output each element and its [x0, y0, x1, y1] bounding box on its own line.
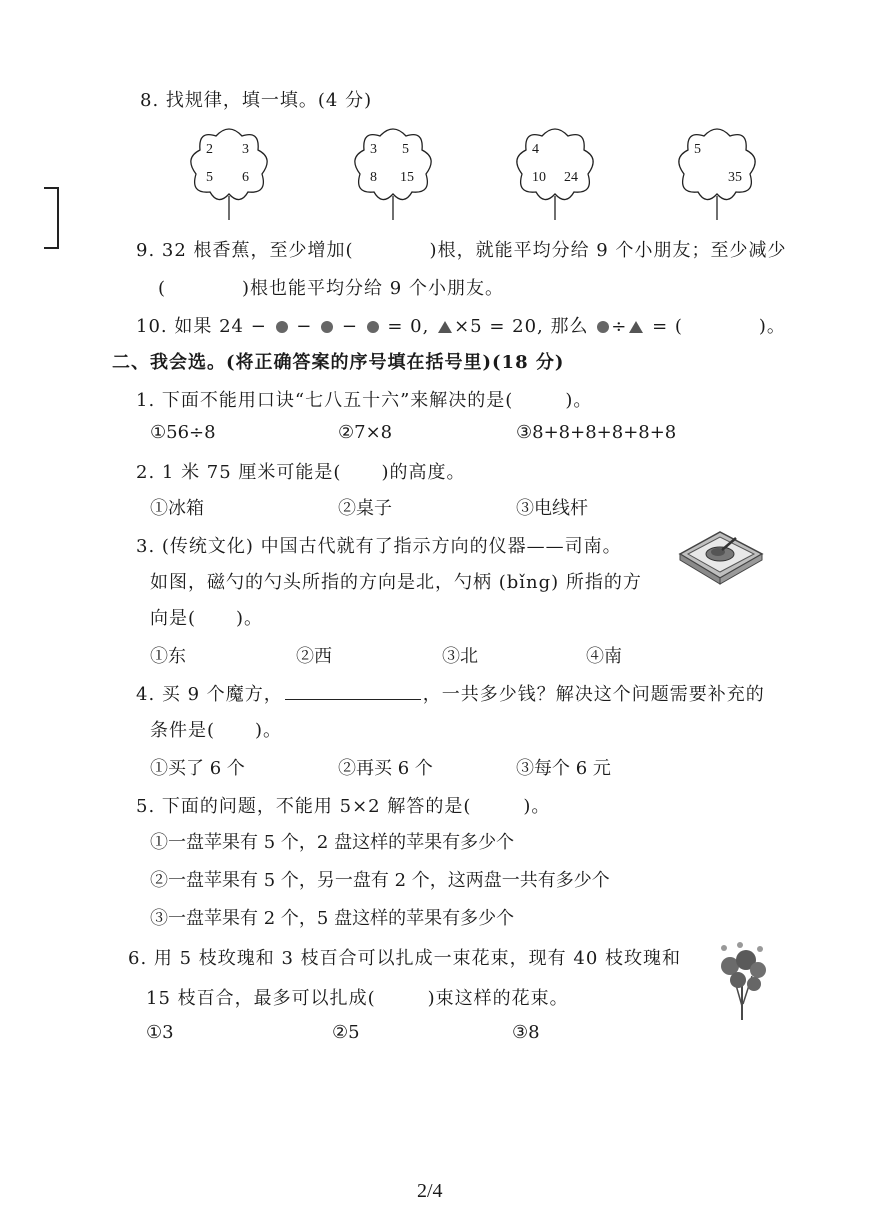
option[interactable]: ①东 [150, 646, 186, 667]
flower-num: 8 [370, 170, 377, 185]
flower-num: 15 [400, 170, 414, 185]
flower-outline [186, 122, 272, 222]
option[interactable]: ①3 [146, 1022, 174, 1043]
option[interactable]: ③电线杆 [516, 498, 588, 519]
s5-stem [136, 792, 550, 818]
s3-line3 [150, 604, 263, 630]
q9-text: )根也能平均分给 9 个小朋友。 [242, 278, 504, 299]
s6-text: )束这样的花束。 [427, 988, 569, 1009]
section-title: 二、我会选。(将正确答案的序号填在括号里)(18 分) [112, 352, 565, 373]
option[interactable]: ③北 [442, 646, 478, 667]
flower-num: 6 [242, 170, 249, 185]
flower-3 [512, 122, 598, 222]
option[interactable]: ①买了 6 个 [150, 758, 245, 779]
flower-1 [186, 122, 272, 222]
s1-stem-text: 1. 下面不能用口诀“七八五十六”来解决的是( [136, 390, 514, 411]
q10-text: = ( [652, 316, 683, 337]
option[interactable]: ①一盘苹果有 5 个，2 盘这样的苹果有多少个 [150, 832, 515, 853]
circle-icon [321, 321, 333, 333]
option[interactable]: ②桌子 [338, 498, 392, 519]
page-number: 2/4 [417, 1180, 443, 1202]
s5-stem-text: )。 [523, 796, 551, 817]
flower-4 [674, 122, 760, 222]
s1-stem [136, 386, 592, 412]
flower-num: 24 [564, 170, 578, 185]
option[interactable]: ②5 [332, 1022, 360, 1043]
q10-line [136, 312, 786, 338]
s4-text: 条件是( [150, 720, 216, 741]
s3-line1: 3. (传统文化) 中国古代就有了指示方向的仪器——司南。 [136, 536, 622, 557]
s4-text: ，一共多少钱？解决这个问题需要补充的 [422, 684, 765, 705]
circle-icon [276, 321, 288, 333]
option[interactable]: ③每个 6 元 [516, 758, 611, 779]
s5-stem-text: 5. 下面的问题，不能用 5×2 解答的是( [136, 796, 472, 817]
triangle-icon [629, 321, 643, 333]
q10-text: ×5 = 20, 那么 [454, 316, 589, 337]
flower-outline [350, 122, 436, 222]
s3-text: )。 [236, 608, 264, 629]
flower-outline [512, 122, 598, 222]
q9-text: 9. 32 根香蕉，至少增加( [136, 240, 354, 261]
flower-num: 3 [370, 142, 377, 157]
option[interactable]: ④南 [586, 646, 622, 667]
q10-text: )。 [758, 316, 786, 337]
option[interactable]: ②再买 6 个 [338, 758, 433, 779]
q9-line2 [158, 274, 504, 300]
s6-line1: 6. 用 5 枝玫瑰和 3 枝百合可以扎成一束花束，现有 40 枝玫瑰和 [128, 948, 682, 969]
q10-text: = 0, [387, 316, 430, 337]
flower-num: 2 [206, 142, 213, 157]
s2-stem [136, 458, 465, 484]
s4-line1 [136, 680, 765, 706]
sinan-compass-image [674, 524, 766, 586]
s4-text: 4. 买 9 个魔方， [136, 684, 283, 705]
flower-bouquet-image [712, 940, 772, 1022]
circle-icon [367, 321, 379, 333]
s4-line2 [150, 716, 282, 742]
option[interactable]: ①冰箱 [150, 498, 204, 519]
q10-text: − [341, 316, 358, 337]
option[interactable]: ③8 [512, 1022, 540, 1043]
circle-icon [597, 321, 609, 333]
q10-text: − [296, 316, 313, 337]
option[interactable]: ②一盘苹果有 5 个，另一盘有 2 个，这两盘一共有多少个 [150, 870, 610, 891]
binding-bracket [40, 186, 64, 250]
flower-2 [350, 122, 436, 222]
flower-num: 5 [206, 170, 213, 185]
q10-text: 10. 如果 24 − [136, 316, 267, 337]
q9-line1 [136, 236, 786, 262]
option[interactable]: ②西 [296, 646, 332, 667]
flower-num: 10 [532, 170, 546, 185]
option[interactable]: ③一盘苹果有 2 个，5 盘这样的苹果有多少个 [150, 908, 515, 929]
s6-text: 15 枝百合，最多可以扎成( [146, 988, 376, 1009]
flower-num: 5 [694, 142, 701, 157]
flower-num: 5 [402, 142, 409, 157]
s6-line2 [146, 984, 569, 1010]
option[interactable]: ①56÷8 [150, 422, 216, 443]
fill-in-underline[interactable] [285, 683, 421, 700]
flower-num: 4 [532, 142, 539, 157]
s3-text: 向是( [150, 608, 197, 629]
s4-text: )。 [255, 720, 283, 741]
flower-num: 3 [242, 142, 249, 157]
q8-title: 8. 找规律，填一填。(4 分) [140, 90, 373, 111]
q10-text: ÷ [611, 316, 628, 337]
s1-stem-text: )。 [565, 390, 593, 411]
option[interactable]: ②7×8 [338, 422, 393, 443]
q9-text: ( [158, 278, 167, 299]
option[interactable]: ③8+8+8+8+8+8 [516, 422, 677, 443]
triangle-icon [438, 321, 452, 333]
flower-num: 35 [728, 170, 742, 185]
q9-text: )根，就能平均分给 9 个小朋友；至少减少 [429, 240, 787, 261]
s3-line2: 如图，磁勺的勺头所指的方向是北，勺柄 (bǐng) 所指的方 [150, 572, 642, 593]
s2-stem-text: 2. 1 米 75 厘米可能是( [136, 462, 342, 483]
s2-stem-text: )的高度。 [381, 462, 466, 483]
flower-outline [674, 122, 760, 222]
